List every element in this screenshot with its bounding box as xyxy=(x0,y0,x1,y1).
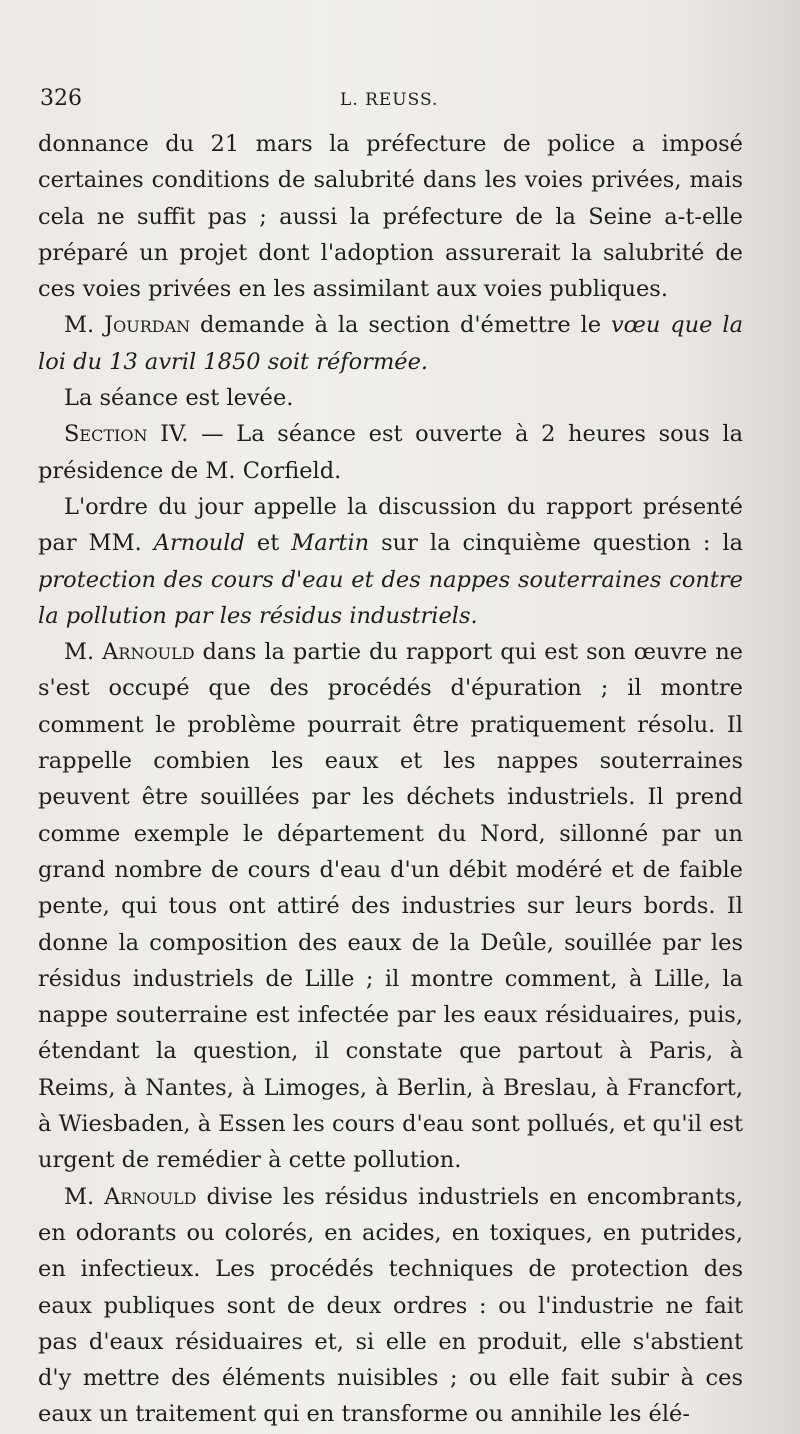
speaker-name: M. Arnould xyxy=(64,1183,197,1210)
paragraph-text: sur la cinquième question : la xyxy=(369,530,743,557)
paragraph-text: La séance est levée. xyxy=(64,385,294,412)
paragraph-text: — La séance est ouverte à 2 heures sous la présidence de M. Corfield. xyxy=(38,421,744,484)
paragraph-text: divise les résidus industriels en encombrants, en odorants ou colorés, en acides, en toxiques, en putrides, en infectieux. Les procédés techniques de protection des eaux publiques sont de deux ordres : ou l'industrie ne fait pas d'eaux résiduaires et, si elle en produit, elle s'abstient d'y mettre des éléments nuisibles ; ou elle fait subir à ces eaux un traitement qui en transforme ou annihile les élé- xyxy=(38,1183,743,1428)
paragraph-arnould-2 xyxy=(38,1179,743,1433)
paragraph-ordre-du-jour xyxy=(38,489,743,634)
paragraph-text: dans la partie du rapport qui est son œuvre ne s'est occupé que des procédés d'épuration ; il montre comment le problème pourrait être pratiquement résolu. Il rappelle combien les eaux et les nappes souterraines peuvent être souillées par les déchets industriels. Il prend comme exemple le département du Nord, sillonné par un grand nombre de cours d'eau d'un débit modéré et de faible pente, qui tous ont attiré des industries sur leurs bords. Il donne la composition des eaux de la Deûle, souillée par les résidus industriels de Lille ; il montre comment, à Lille, la nappe souterraine est infectée par les eaux résiduaires, puis, étendant la question, il constate que partout à Paris, à Reims, à Nantes, à Limoges, à Berlin, à Breslau, à Francfort, à Wiesbaden, à Essen les cours d'eau sont pollués, et qu'il est urgent de remédier à cette pollution. xyxy=(38,639,744,1174)
author-name: Martin xyxy=(291,530,370,557)
paragraph-continued xyxy=(38,126,743,307)
paragraph-text: donnance du 21 mars la préfecture de police a imposé certaines conditions de salubrité dans les voies privées, mais cela ne suffit pas ; aussi la préfecture de la Seine a-t-elle préparé un projet dont l'adoption assurerait la salubrité de ces voies privées en les assimilant aux voies publiques. xyxy=(38,131,743,303)
paragraph-jourdan xyxy=(38,307,743,380)
speaker-name: M. Arnould xyxy=(64,639,195,666)
paragraph-text: demande à la section d'émettre le xyxy=(190,312,611,339)
paragraph-section-iv xyxy=(38,416,743,489)
paragraph-text: et xyxy=(244,530,292,557)
italic-text: protection des cours d'eau et des nappes souterraines contre la pollution par les résidus industriels. xyxy=(38,566,743,629)
paragraph-text: L'ordre du jour appelle la discussion du rapport présenté par MM. xyxy=(38,493,743,557)
section-label: Section IV. xyxy=(64,421,189,448)
running-head: L. REUSS. xyxy=(340,90,439,110)
page-header xyxy=(40,86,740,116)
author-name: Arnould xyxy=(153,530,245,557)
speaker-name: M. Jourdan xyxy=(64,312,191,339)
italic-text: vœu que la loi du 13 avril 1850 soit réformée. xyxy=(38,312,743,375)
paragraph-arnould-1 xyxy=(38,634,743,1178)
page-body xyxy=(38,126,743,1433)
page-number: 326 xyxy=(40,86,82,111)
paragraph-seance-levee xyxy=(38,380,743,416)
